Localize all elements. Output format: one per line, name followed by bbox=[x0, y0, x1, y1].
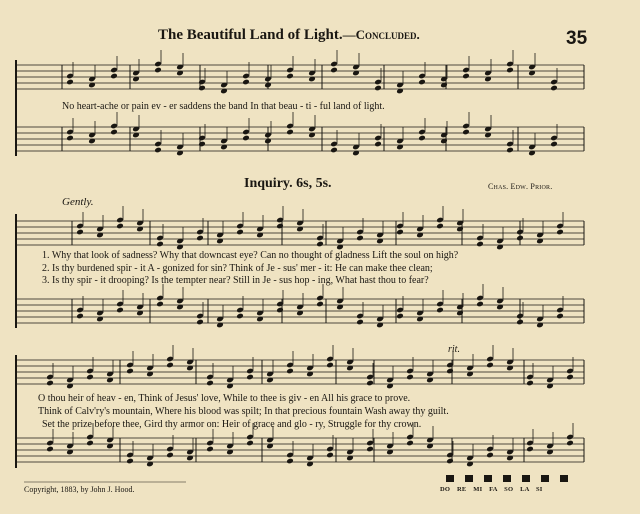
tempo-marking: Gently. bbox=[62, 196, 94, 208]
note bbox=[198, 141, 206, 148]
note bbox=[286, 129, 294, 136]
shape-note-glyph bbox=[503, 475, 511, 482]
note bbox=[316, 301, 324, 308]
note bbox=[418, 79, 426, 86]
shape-note-glyph bbox=[541, 475, 549, 482]
note bbox=[286, 458, 294, 465]
note bbox=[286, 368, 294, 375]
note bbox=[76, 313, 84, 320]
note bbox=[206, 380, 214, 387]
shape-note-glyph bbox=[484, 475, 492, 482]
note bbox=[330, 147, 338, 154]
note bbox=[198, 85, 206, 92]
note bbox=[276, 307, 284, 314]
note bbox=[356, 319, 364, 326]
note bbox=[326, 362, 334, 369]
note bbox=[516, 319, 524, 326]
note bbox=[166, 362, 174, 369]
note bbox=[110, 129, 118, 136]
note bbox=[46, 380, 54, 387]
note bbox=[196, 319, 204, 326]
note bbox=[286, 73, 294, 80]
note bbox=[366, 380, 374, 387]
title-subtitle: —Concluded. bbox=[342, 27, 420, 42]
note bbox=[154, 67, 162, 74]
note bbox=[418, 135, 426, 142]
note bbox=[446, 458, 454, 465]
note bbox=[406, 440, 414, 447]
hymn-title: Inquiry. 6s, 5s. bbox=[244, 176, 332, 191]
note bbox=[476, 301, 484, 308]
note bbox=[476, 241, 484, 248]
note bbox=[486, 452, 494, 459]
note bbox=[462, 129, 470, 136]
note bbox=[556, 229, 564, 236]
note bbox=[436, 307, 444, 314]
note bbox=[366, 446, 374, 453]
solfege-syllables: DO RE MI FA SO LA SI bbox=[440, 486, 543, 493]
ritardando-marking: rit. bbox=[448, 344, 460, 355]
note bbox=[374, 85, 382, 92]
hymn1-lyric: No heart-ache or pain ev - er saddens the band In that beau - ti - ful land of light. bbox=[62, 101, 385, 112]
verse-1-line-2: O thou heir of heav - en, Think of Jesus' love, While to thee is giv - en All his grace to prove. bbox=[38, 393, 411, 404]
note bbox=[156, 301, 164, 308]
shape-note-glyph bbox=[465, 475, 473, 482]
note bbox=[110, 73, 118, 80]
note bbox=[526, 446, 534, 453]
note bbox=[526, 380, 534, 387]
note bbox=[242, 79, 250, 86]
verse-2-line-2: Think of Calv'ry's mountain, Where his blood was spilt; In that precious fountain Wash away thy guilt. bbox=[38, 406, 449, 417]
note bbox=[236, 313, 244, 320]
note bbox=[486, 362, 494, 369]
note bbox=[196, 235, 204, 242]
verse-3-line-1: 3. Is thy spir - it drooping? Is the tempter near? Still in Je - sus hop - ing, What hast thou to fear? bbox=[42, 275, 429, 286]
note bbox=[166, 452, 174, 459]
page-title bbox=[158, 27, 420, 44]
page-number: 35 bbox=[566, 28, 588, 49]
note bbox=[206, 446, 214, 453]
note bbox=[406, 374, 414, 381]
note bbox=[506, 67, 514, 74]
note bbox=[566, 374, 574, 381]
title-text: The Beautiful Land of Light. bbox=[158, 27, 343, 43]
note bbox=[126, 458, 134, 465]
note bbox=[436, 223, 444, 230]
note bbox=[566, 440, 574, 447]
note bbox=[356, 235, 364, 242]
note bbox=[126, 368, 134, 375]
note bbox=[86, 374, 94, 381]
note bbox=[246, 440, 254, 447]
note bbox=[156, 241, 164, 248]
note bbox=[550, 85, 558, 92]
note bbox=[462, 73, 470, 80]
note bbox=[242, 135, 250, 142]
note bbox=[374, 141, 382, 148]
note bbox=[66, 79, 74, 86]
note bbox=[330, 67, 338, 74]
shape-note-glyph bbox=[560, 475, 568, 482]
note bbox=[550, 141, 558, 148]
shape-note-glyph bbox=[446, 475, 454, 482]
note bbox=[116, 223, 124, 230]
note bbox=[396, 229, 404, 236]
note bbox=[516, 235, 524, 242]
note bbox=[116, 307, 124, 314]
verse-3-line-2: Set the prize before thee, Gird thy armor on: Heir of grace and glo - ry, Struggle for thy crown. bbox=[42, 419, 422, 430]
note bbox=[246, 374, 254, 381]
verse-2-line-1: 2. Is thy burdened spir - it A - gonized for sin? Think of Je - sus' mer - it: He can make thee clean; bbox=[42, 263, 433, 274]
note bbox=[154, 147, 162, 154]
note bbox=[326, 452, 334, 459]
note bbox=[316, 241, 324, 248]
copyright-notice: Copyright, 1883, by John J. Hood. bbox=[24, 485, 135, 494]
note bbox=[446, 368, 454, 375]
note bbox=[396, 313, 404, 320]
note bbox=[556, 313, 564, 320]
note bbox=[66, 135, 74, 142]
note bbox=[236, 229, 244, 236]
note bbox=[76, 229, 84, 236]
composer-credit: Chas. Edw. Prior. bbox=[488, 182, 553, 191]
note bbox=[276, 223, 284, 230]
note bbox=[46, 446, 54, 453]
note bbox=[506, 147, 514, 154]
note bbox=[86, 440, 94, 447]
shape-note-glyph bbox=[522, 475, 530, 482]
verse-1-line-1: 1. Why that look of sadness? Why that downcast eye? Can no thought of gladness Lift the soul on high? bbox=[42, 250, 459, 261]
